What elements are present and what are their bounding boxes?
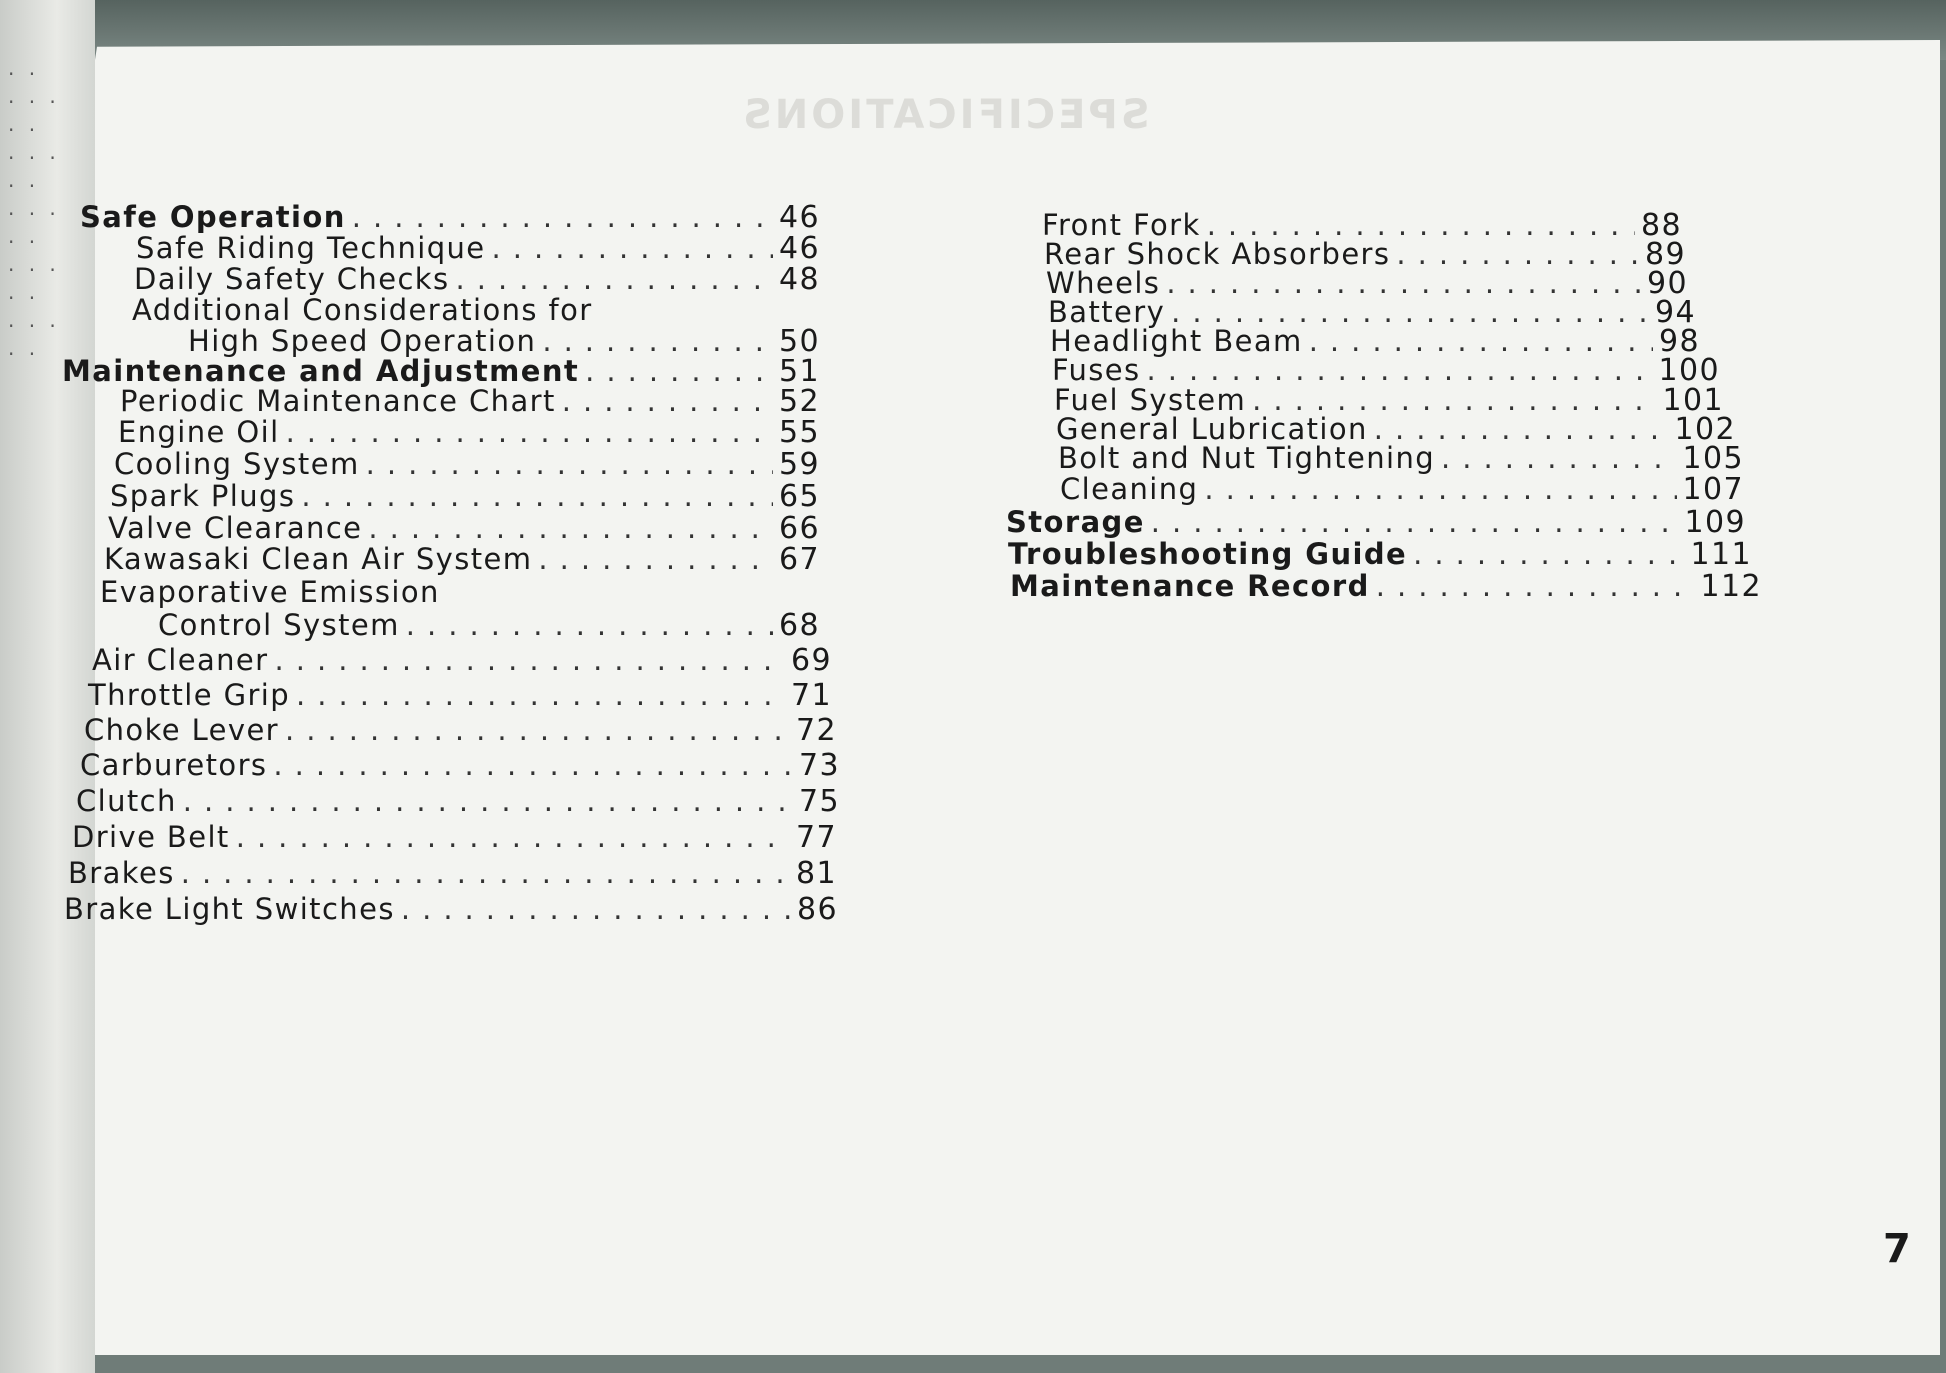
toc-left-entry xyxy=(104,542,820,577)
toc-left-entry xyxy=(68,856,837,891)
dot-leader xyxy=(368,511,773,545)
entry-title: Drive Belt xyxy=(72,820,230,854)
entry-page-number: 112 xyxy=(1700,569,1762,604)
entry-page-number: 59 xyxy=(779,447,820,482)
toc-right-entry xyxy=(1008,537,1752,572)
dot-leader xyxy=(1151,505,1679,539)
entry-title: Control System xyxy=(158,608,400,642)
dot-leader xyxy=(1413,537,1684,571)
entry-page-number: 81 xyxy=(796,856,837,891)
toc-left-entry xyxy=(120,384,820,419)
dot-leader xyxy=(352,200,773,234)
entry-page-number: 75 xyxy=(799,784,840,819)
toc-left-entry xyxy=(108,511,820,546)
toc-left-entry xyxy=(80,748,840,783)
entry-page-number: 73 xyxy=(799,748,840,783)
entry-page-number: 48 xyxy=(779,262,820,297)
entry-title: Spark Plugs xyxy=(110,479,296,513)
dot-leader xyxy=(1204,472,1676,506)
entry-title: Periodic Maintenance Chart xyxy=(120,384,556,418)
toc-left-entry xyxy=(84,713,837,748)
entry-title: Safe Operation xyxy=(80,200,346,234)
bleed-through-title: SPECIFICATIONS xyxy=(740,92,1150,138)
dot-leader xyxy=(401,892,791,926)
dot-leader xyxy=(585,354,773,388)
entry-page-number: 88 xyxy=(1641,208,1682,243)
entry-page-number: 94 xyxy=(1655,295,1696,330)
entry-title: Battery xyxy=(1048,295,1166,329)
toc-left-entry xyxy=(100,575,820,609)
toc-left-entry xyxy=(88,678,832,713)
entry-title: Brakes xyxy=(68,856,175,890)
dot-leader xyxy=(456,262,774,296)
dot-leader xyxy=(296,678,785,712)
entry-page-number: 72 xyxy=(796,713,837,748)
toc-left-entry xyxy=(64,892,838,927)
dot-leader xyxy=(1376,569,1695,603)
entry-page-number: 66 xyxy=(779,511,820,546)
entry-title: Storage xyxy=(1006,505,1145,539)
dot-leader xyxy=(542,324,773,358)
entry-title: Additional Considerations for xyxy=(132,293,593,327)
toc-left-entry xyxy=(158,608,820,643)
dot-leader xyxy=(1147,353,1653,387)
entry-page-number: 89 xyxy=(1645,237,1686,272)
dot-leader xyxy=(1441,441,1677,475)
dot-leader xyxy=(538,542,773,576)
entry-title: Fuel System xyxy=(1054,383,1247,417)
entry-title: Maintenance and Adjustment xyxy=(62,354,580,388)
entry-title: Evaporative Emission xyxy=(100,575,440,609)
toc-right-entry xyxy=(1010,569,1762,604)
toc-right-entry xyxy=(1006,505,1746,540)
dot-leader xyxy=(301,479,773,513)
entry-title: Cleaning xyxy=(1060,472,1199,506)
entry-title: Brake Light Switches xyxy=(64,892,395,926)
dot-leader xyxy=(366,447,773,481)
entry-title: Maintenance Record xyxy=(1010,569,1370,603)
entry-title: Throttle Grip xyxy=(88,678,291,712)
entry-title: Cooling System xyxy=(114,447,360,481)
entry-title: Safe Riding Technique xyxy=(136,231,486,265)
toc-right-entry xyxy=(1058,441,1744,476)
dot-leader xyxy=(406,608,773,642)
toc-left-entry xyxy=(80,200,820,235)
dot-leader xyxy=(273,748,793,782)
entry-title: Bolt and Nut Tightening xyxy=(1058,441,1436,475)
entry-title: Air Cleaner xyxy=(92,643,269,677)
dot-leader xyxy=(562,384,773,418)
entry-page-number: 111 xyxy=(1690,537,1752,572)
toc-left-entry xyxy=(132,293,820,327)
dot-leader xyxy=(275,643,786,677)
entry-title: Valve Clearance xyxy=(108,511,363,545)
entry-page-number: 55 xyxy=(779,415,820,450)
entry-page-number: 50 xyxy=(779,324,820,359)
entry-page-number: 105 xyxy=(1682,441,1744,476)
entry-title: Choke Lever xyxy=(84,713,280,747)
entry-title: Headlight Beam xyxy=(1050,324,1303,358)
entry-page-number: 46 xyxy=(779,200,820,235)
entry-title: Clutch xyxy=(76,784,177,818)
dot-leader xyxy=(285,713,790,747)
entry-title: Engine Oil xyxy=(118,415,280,449)
entry-page-number: 107 xyxy=(1682,472,1744,507)
entry-title: Troubleshooting Guide xyxy=(1008,537,1408,571)
toc-left-entry xyxy=(76,784,840,819)
dot-leader xyxy=(492,231,773,265)
entry-title: Rear Shock Absorbers xyxy=(1044,237,1391,271)
entry-title: Carburetors xyxy=(80,748,268,782)
toc-left-entry xyxy=(92,643,832,678)
toc-right-entry xyxy=(1060,472,1744,507)
entry-title: Kawasaki Clean Air System xyxy=(104,542,533,576)
toc-left-entry xyxy=(118,415,820,450)
entry-page-number: 51 xyxy=(779,354,820,389)
entry-page-number: 67 xyxy=(779,542,820,577)
page-number: 7 xyxy=(1883,1226,1911,1272)
entry-page-number: 46 xyxy=(779,231,820,266)
entry-page-number: 90 xyxy=(1647,266,1688,301)
entry-page-number: 109 xyxy=(1684,505,1746,540)
toc-left-entry xyxy=(72,820,837,855)
entry-page-number: 71 xyxy=(791,678,832,713)
entry-page-number: 101 xyxy=(1662,383,1724,418)
entry-page-number: 102 xyxy=(1674,412,1736,447)
entry-page-number: 65 xyxy=(779,479,820,514)
entry-title: High Speed Operation xyxy=(188,324,537,358)
entry-page-number: 69 xyxy=(791,643,832,678)
entry-title: General Lubrication xyxy=(1056,412,1368,446)
binding-stitch-marks: · · · · · · · · · · · · · · · · · · · · · · · · · · · xyxy=(8,62,60,366)
dot-leader xyxy=(236,820,790,854)
toc-left-entry xyxy=(136,231,820,266)
toc-left-entry xyxy=(114,447,820,482)
entry-page-number: 86 xyxy=(797,892,838,927)
toc-left-entry xyxy=(110,479,820,514)
entry-page-number: 98 xyxy=(1659,324,1700,359)
dot-leader xyxy=(286,415,773,449)
entry-page-number: 68 xyxy=(779,608,820,643)
entry-title: Daily Safety Checks xyxy=(134,262,450,296)
dot-leader xyxy=(183,784,793,818)
dot-leader xyxy=(181,856,790,890)
entry-title: Fuses xyxy=(1052,353,1141,387)
entry-title: Wheels xyxy=(1046,266,1161,300)
entry-title: Front Fork xyxy=(1042,208,1201,242)
toc-left-entry xyxy=(134,262,820,297)
entry-page-number: 52 xyxy=(779,384,820,419)
entry-page-number: 77 xyxy=(796,820,837,855)
entry-page-number: 100 xyxy=(1658,353,1720,388)
